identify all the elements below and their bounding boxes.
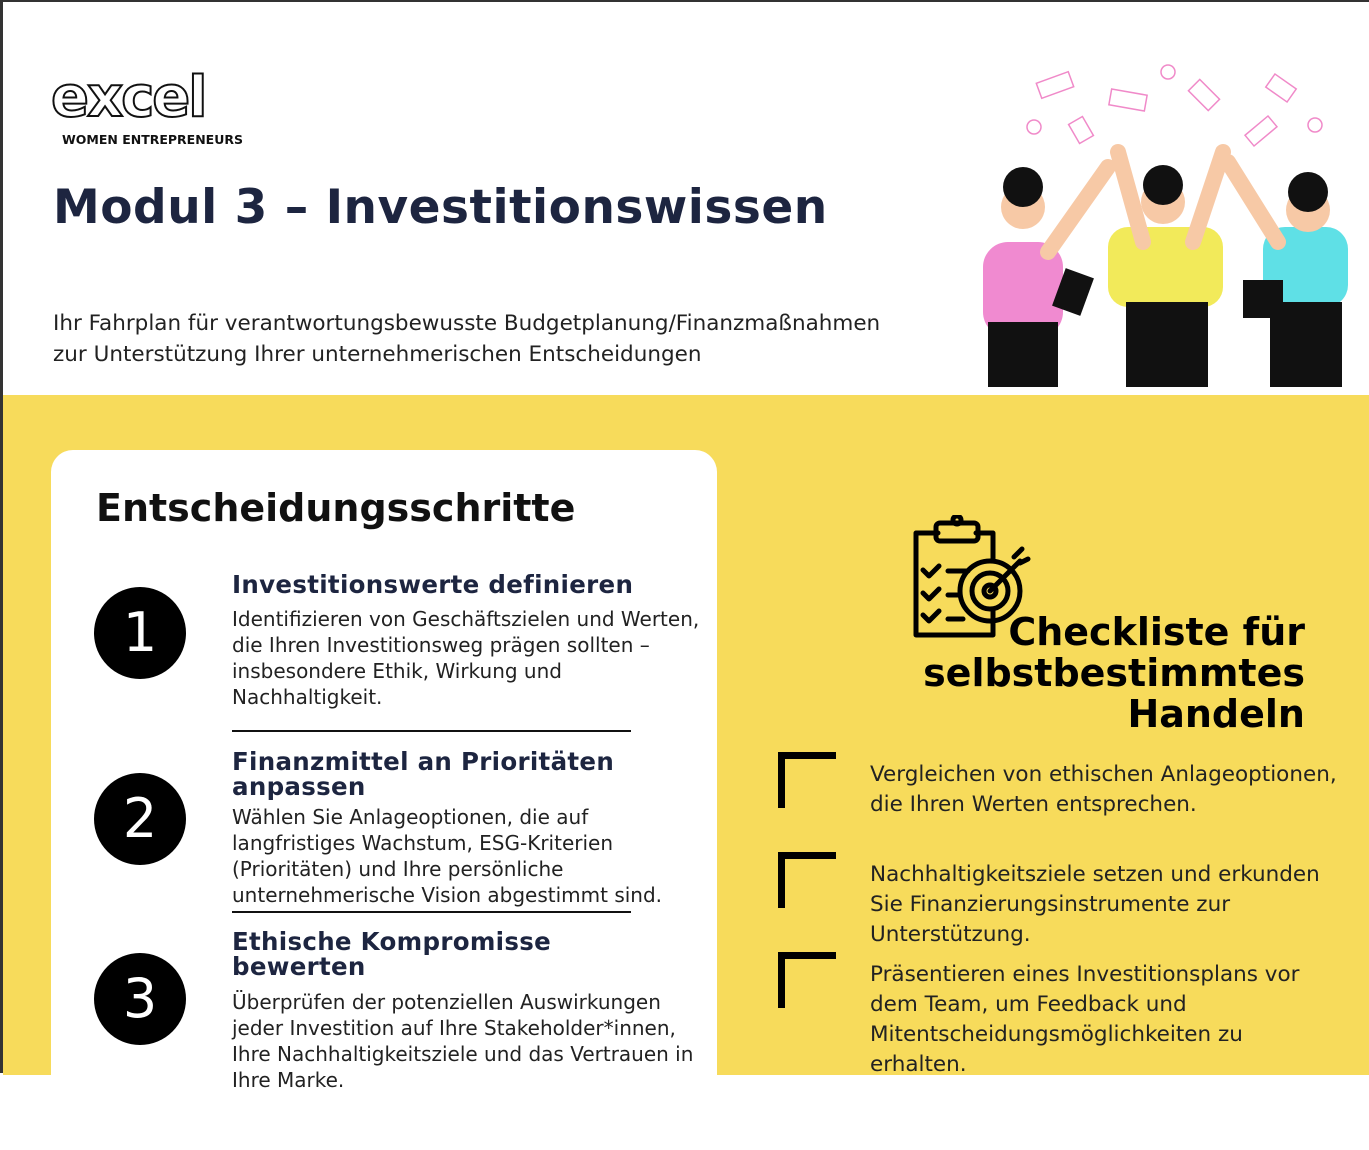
divider	[232, 730, 631, 732]
checklist-item-text: Vergleichen von ethischen Anlageoptionen, die Ihren Werten entsprechen.	[870, 762, 1337, 817]
step-title: Finanzmittel an Prioritäten anpassen	[232, 747, 615, 801]
step-number-badge: 3	[94, 953, 186, 1045]
divider	[232, 911, 631, 913]
decision-steps-card	[51, 450, 717, 1150]
step-text: Identifizieren von Geschäftszielen und Werten, die Ihren Investitionsweg prägen sollten – insbesondere Ethik, Wirkung und Nachhaltigkeit.	[232, 607, 700, 709]
logo-word: excel	[51, 65, 206, 130]
header-section	[3, 2, 1369, 395]
checklist-item-text: Nachhaltigkeitsziele setzen und erkunden Sie Finanzierungsinstrumente zur Unterstützung.	[870, 862, 1320, 947]
checklist-item-text: Präsentieren eines Investitionsplans vor dem Team, um Feedback und Mitentscheidungsmöglichkeiten zu erhalten.	[870, 962, 1300, 1077]
checklist-title: Checkliste für selbstbestimmtes Handeln	[923, 610, 1305, 736]
step-text: Wählen Sie Anlageoptionen, die auf langfristiges Wachstum, ESG-Kriterien (Prioritäten) und Ihre persönliche unternehmerische Vision abgestimmt sind.	[232, 805, 663, 907]
step-title: Ethische Kompromisse bewerten	[232, 927, 552, 981]
logo-subtitle: WOMEN ENTREPRENEURS	[62, 132, 243, 147]
step-number-badge: 2	[94, 773, 186, 865]
page-title: Modul 3 – Investitionswissen	[53, 180, 828, 235]
step-number-badge: 1	[94, 587, 186, 679]
step-title: Investitionswerte definieren	[232, 570, 634, 599]
page-subtitle: Ihr Fahrplan für verantwortungsbewusste Budgetplanung/Finanzmaßnahmen zur Unterstützung Ihrer unternehmerischen Entscheidungen	[53, 311, 881, 367]
excel-logo	[51, 65, 251, 147]
checkbox[interactable]	[778, 952, 836, 1008]
checkbox[interactable]	[778, 852, 836, 908]
checkbox[interactable]	[778, 752, 836, 808]
step-text: Überprüfen der potenziellen Auswirkungen jeder Investition auf Ihre Stakeholder*innen, Ihre Nachhaltigkeitsziele und das Vertrauen in Ihre Marke.	[232, 990, 694, 1092]
women-high-five-illustration	[978, 52, 1358, 387]
steps-heading: Entscheidungsschritte	[96, 486, 576, 530]
